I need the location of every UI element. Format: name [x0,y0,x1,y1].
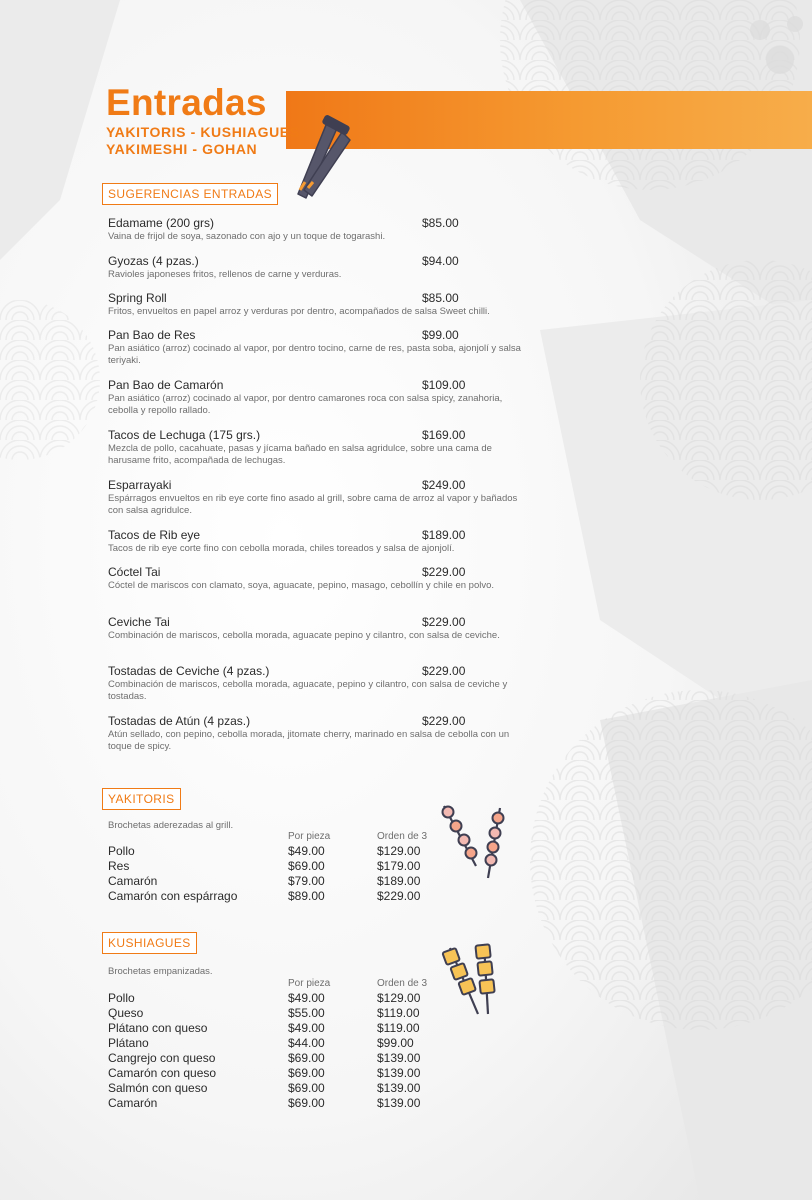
row-price-pieza: $69.00 [288,859,325,873]
item-name: Pan Bao de Res [108,328,196,342]
price-row [108,1006,438,1021]
row-name: Pollo [108,991,135,1005]
item-description: Combinación de mariscos, cebolla morada, aguacate pepino y cilantro, con salsa de ceviche. [108,630,500,641]
section-heading-yakitoris: YAKITORIS [102,788,181,810]
section-heading-sugerencias: SUGERENCIAS ENTRADAS [102,183,278,205]
price-row [108,1066,438,1081]
item-name: Tostadas de Ceviche (4 pzas.) [108,664,270,678]
row-name: Salmón con queso [108,1081,208,1095]
item-price: $229.00 [422,565,466,579]
row-price-orden: $139.00 [377,1066,421,1080]
row-price-orden: $229.00 [377,889,421,903]
row-price-orden: $189.00 [377,874,421,888]
item-description: Ravioles japoneses fritos, rellenos de carne y verduras. [108,269,342,280]
item-name: Tacos de Lechuga (175 grs.) [108,428,261,442]
item-name: Cóctel Tai [108,565,161,579]
col-header-orden: Orden de 3 [377,831,428,842]
row-name: Pollo [108,844,135,858]
row-price-pieza: $44.00 [288,1036,325,1050]
item-name: Ceviche Tai [108,615,170,629]
row-price-orden: $129.00 [377,991,421,1005]
yakitori-skewer-icon [436,800,510,882]
item-name: Spring Roll [108,291,167,305]
menu-item [108,615,528,642]
item-description: Tacos de rib eye corte fino con cebolla morada, chiles toreados y salsa de ajonjolí. [108,543,455,554]
item-description: Combinación de mariscos, cebolla morada, aguacate, pepino y cilantro, con salsa de ceviche y tostadas. [108,679,508,702]
kushiague-skewer-icon [438,940,508,1020]
row-name: Plátano con queso [108,1021,208,1035]
price-row [108,859,438,874]
item-price: $249.00 [422,478,466,492]
row-price-pieza: $49.00 [288,844,325,858]
price-row [108,889,438,904]
item-name: Edamame (200 grs) [108,216,215,230]
row-price-orden: $139.00 [377,1096,421,1110]
item-name: Tacos de Rib eye [108,528,201,542]
row-price-pieza: $89.00 [288,889,325,903]
row-name: Camarón [108,874,158,888]
page-title: Entradas [106,82,267,123]
item-description: Mezcla de pollo, cacahuate, pasas y jícama bañado en salsa agridulce, sobre una cama de harusame frito, acompañada de lechugas. [108,443,492,466]
price-row [108,844,438,859]
row-price-orden: $119.00 [377,1006,420,1020]
row-price-pieza: $69.00 [288,1081,325,1095]
menu-item [108,714,528,753]
menu-item [108,528,528,555]
item-price: $109.00 [422,378,466,392]
section-heading-kushiagues: KUSHIAGUES [102,932,197,954]
row-price-pieza: $49.00 [288,991,325,1005]
item-description: Pan asiático (arroz) cocinado al vapor, por dentro camarones roca con salsa spicy, zanahoria, cebolla y repollo rallado. [108,393,503,416]
price-row [108,1021,438,1036]
page-subtitle-1: YAKITORIS - KUSHIAGUES [106,124,300,140]
item-description: Vaina de frijol de soya, sazonado con ajo y un toque de togarashi. [108,231,386,242]
menu-item [108,291,528,318]
item-description: Fritos, envueltos en papel arroz y verduras por dentro, acompañados de salsa Sweet chilli. [108,306,490,317]
row-name: Camarón con espárrago [108,889,238,903]
item-price: $99.00 [422,328,459,342]
item-price: $169.00 [422,428,466,442]
item-name: Gyozas (4 pzas.) [108,254,199,268]
col-header-por-pieza: Por pieza [288,978,331,989]
row-price-pieza: $69.00 [288,1096,325,1110]
row-name: Cangrejo con queso [108,1051,216,1065]
row-price-pieza: $55.00 [288,1006,325,1020]
menu-item [108,428,528,467]
menu-item [108,378,528,417]
row-price-orden: $99.00 [377,1036,414,1050]
row-price-pieza: $79.00 [288,874,325,888]
page-subtitle-2: YAKIMESHI - GOHAN [106,141,258,157]
item-price: $189.00 [422,528,466,542]
item-name: Tostadas de Atún (4 pzas.) [108,714,251,728]
item-price: $94.00 [422,254,459,268]
menu-item [108,478,528,517]
item-name: Pan Bao de Camarón [108,378,224,392]
item-price: $229.00 [422,714,466,728]
item-description: Pan asiático (arroz) cocinado al vapor, por dentro tocino, carne de res, pasta soba, ajonjolí y salsa teriyaki. [108,343,521,366]
row-price-pieza: $69.00 [288,1051,325,1065]
col-header-por-pieza: Por pieza [288,831,331,842]
row-price-pieza: $49.00 [288,1021,325,1035]
price-row [108,991,438,1006]
price-row [108,1036,438,1051]
price-row [108,874,438,889]
menu-item [108,664,528,703]
row-price-pieza: $69.00 [288,1066,325,1080]
yakitoris-note: Brochetas aderezadas al grill. [108,820,234,831]
price-row [108,1051,438,1066]
row-name: Camarón con queso [108,1066,217,1080]
row-name: Res [108,859,130,873]
item-price: $85.00 [422,291,459,305]
row-name: Camarón [108,1096,158,1110]
menu-item [108,254,528,281]
item-description: Espárragos envueltos en rib eye corte fino asado al grill, sobre cama de arroz al vapor y bañados con salsa agridulce. [108,493,518,516]
col-header-orden: Orden de 3 [377,978,428,989]
kushiagues-note: Brochetas empanizadas. [108,966,213,977]
row-price-orden: $179.00 [377,859,421,873]
row-name: Queso [108,1006,144,1020]
menu-item [108,565,528,592]
item-price: $85.00 [422,216,459,230]
item-description: Atún sellado, con pepino, cebolla morada, jitomate cherry, marinado en salsa de cebolla con un toque de spicy. [108,729,510,752]
row-price-orden: $129.00 [377,844,421,858]
row-price-orden: $119.00 [377,1021,420,1035]
price-row [108,1096,438,1111]
chopsticks-icon [270,112,366,202]
row-name: Plátano [108,1036,149,1050]
item-description: Cóctel de mariscos con clamato, soya, aguacate, pepino, masago, cebollín y chile en polvo. [108,580,495,591]
item-price: $229.00 [422,615,466,629]
item-price: $229.00 [422,664,466,678]
price-row [108,1081,438,1096]
row-price-orden: $139.00 [377,1081,421,1095]
menu-item [108,216,528,243]
row-price-orden: $139.00 [377,1051,421,1065]
item-name: Esparrayaki [108,478,172,492]
menu-item [108,328,528,367]
